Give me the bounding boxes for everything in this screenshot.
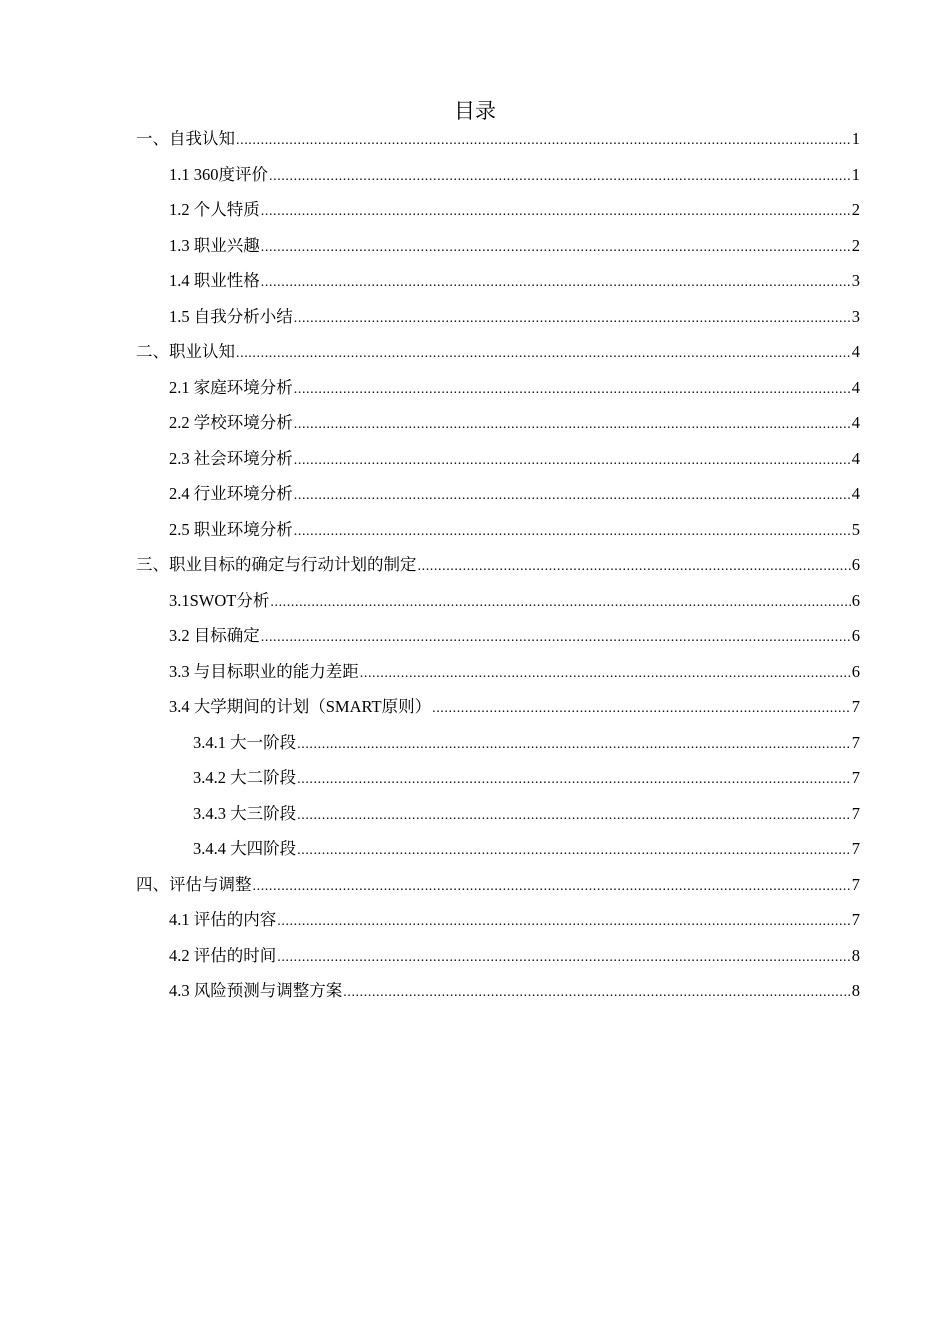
toc-entry-page-number: 2	[851, 200, 860, 219]
toc-dot-leader	[236, 336, 851, 372]
toc-entry-page-number: 6	[851, 661, 860, 681]
toc-entry-page-number: 4	[851, 413, 860, 432]
toc-entry-label: 4.2 评估的时间	[169, 945, 277, 965]
toc-dot-leader	[269, 159, 851, 195]
toc-entry-page-number: 7	[851, 697, 860, 716]
toc-entry-label: 3.1SWOT分析	[169, 590, 270, 610]
toc-dot-leader	[261, 265, 851, 301]
toc-dot-leader	[277, 940, 851, 976]
toc-dot-leader	[432, 691, 851, 727]
toc-entry-label: 3.4.4 大四阶段	[193, 839, 297, 858]
toc-dot-leader	[261, 194, 851, 230]
toc-dot-leader	[294, 514, 851, 550]
toc-entry[interactable]	[136, 121, 860, 157]
toc-dot-leader	[294, 372, 851, 408]
toc-dot-leader	[236, 123, 851, 159]
toc-entry[interactable]	[136, 725, 860, 761]
toc-entry[interactable]	[136, 263, 860, 299]
toc-entry-page-number: 6	[851, 555, 860, 574]
toc-entry-label: 2.4 行业环境分析	[169, 484, 293, 503]
toc-entry[interactable]	[136, 547, 860, 583]
toc-entry-label: 3.4.3 大三阶段	[193, 803, 297, 823]
toc-entry-label: 4.1 评估的内容	[169, 910, 277, 929]
toc-dot-leader	[253, 869, 851, 905]
toc-entry-label: 3.2 目标确定	[169, 626, 260, 645]
toc-entry[interactable]	[136, 973, 860, 1009]
toc-entry-page-number: 7	[851, 803, 860, 823]
toc-list	[136, 121, 860, 1009]
toc-dot-leader	[297, 762, 851, 798]
toc-entry-page-number: 7	[851, 910, 860, 929]
toc-entry[interactable]	[136, 902, 860, 938]
toc-entry-page-number: 2	[851, 235, 860, 255]
toc-dot-leader	[277, 904, 851, 940]
toc-entry-label: 1.5 自我分析小结	[169, 306, 293, 326]
toc-entry-page-number: 1	[851, 164, 860, 184]
toc-dot-leader	[270, 585, 850, 621]
toc-entry-page-number: 8	[851, 945, 860, 965]
toc-entry[interactable]	[136, 867, 860, 903]
toc-dot-leader	[261, 620, 851, 656]
toc-entry-label: 3.4.1 大一阶段	[193, 732, 297, 752]
toc-dot-leader	[261, 230, 851, 266]
toc-entry[interactable]	[136, 476, 860, 512]
toc-entry-page-number: 4	[851, 342, 860, 361]
toc-entry-label: 2.2 学校环境分析	[169, 413, 293, 432]
toc-entry[interactable]	[136, 334, 860, 370]
toc-entry-page-number: 6	[851, 626, 860, 645]
toc-entry-label: 1.3 职业兴趣	[169, 235, 260, 255]
toc-entry-label: 一、自我认知	[136, 129, 235, 148]
toc-entry-label: 2.1 家庭环境分析	[169, 377, 293, 397]
toc-entry-page-number: 3	[851, 306, 860, 326]
toc-dot-leader	[294, 478, 851, 514]
toc-entry-label: 1.1 360度评价	[169, 164, 268, 184]
toc-entry-page-number: 4	[851, 484, 860, 503]
toc-entry-page-number: 7	[851, 732, 860, 752]
toc-dot-leader	[294, 301, 851, 337]
toc-entry[interactable]	[136, 583, 860, 619]
toc-entry[interactable]	[136, 299, 860, 335]
toc-dot-leader	[297, 798, 851, 834]
toc-title: 目录	[454, 99, 496, 123]
toc-entry[interactable]	[136, 654, 860, 690]
toc-entry[interactable]	[136, 512, 860, 548]
toc-dot-leader	[297, 833, 851, 869]
toc-entry[interactable]	[136, 938, 860, 974]
toc-entry-label: 1.4 职业性格	[169, 271, 260, 290]
toc-entry[interactable]	[136, 192, 860, 228]
toc-entry-page-number: 4	[851, 448, 860, 468]
toc-entry[interactable]	[136, 441, 860, 477]
toc-entry-page-number: 6	[851, 590, 860, 610]
toc-entry-page-number: 4	[851, 377, 860, 397]
toc-entry-label: 2.3 社会环境分析	[169, 448, 293, 468]
toc-dot-leader	[360, 656, 851, 692]
toc-entry[interactable]	[136, 689, 860, 725]
toc-entry[interactable]	[136, 157, 860, 193]
toc-entry-page-number: 5	[851, 519, 860, 539]
toc-entry-page-number: 7	[851, 839, 860, 858]
toc-entry-page-number: 3	[851, 271, 860, 290]
toc-dot-leader	[297, 727, 851, 763]
toc-entry-label: 1.2 个人特质	[169, 200, 260, 219]
toc-entry-page-number: 7	[851, 768, 860, 787]
toc-entry-label: 3.4.2 大二阶段	[193, 768, 297, 787]
toc-entry-page-number: 8	[851, 981, 860, 1000]
toc-entry-label: 4.3 风险预测与调整方案	[169, 981, 343, 1000]
toc-dot-leader	[343, 975, 851, 1011]
toc-entry-label: 三、职业目标的确定与行动计划的制定	[136, 555, 417, 574]
toc-entry[interactable]	[136, 831, 860, 867]
toc-entry-label: 3.4 大学期间的计划（SMART原则）	[169, 697, 432, 716]
toc-entry-label: 四、评估与调整	[136, 874, 252, 894]
toc-entry[interactable]	[136, 228, 860, 264]
toc-entry[interactable]	[136, 760, 860, 796]
toc-entry-label: 3.3 与目标职业的能力差距	[169, 661, 359, 681]
toc-dot-leader	[418, 549, 851, 585]
toc-entry[interactable]	[136, 405, 860, 441]
toc-entry[interactable]	[136, 796, 860, 832]
toc-entry-label: 二、职业认知	[136, 342, 235, 361]
toc-entry-page-number: 1	[851, 129, 860, 148]
toc-entry-label: 2.5 职业环境分析	[169, 519, 293, 539]
toc-dot-leader	[294, 407, 851, 443]
toc-entry-page-number: 7	[851, 874, 860, 894]
toc-entry[interactable]	[136, 618, 860, 654]
toc-entry[interactable]	[136, 370, 860, 406]
toc-dot-leader	[294, 443, 851, 479]
